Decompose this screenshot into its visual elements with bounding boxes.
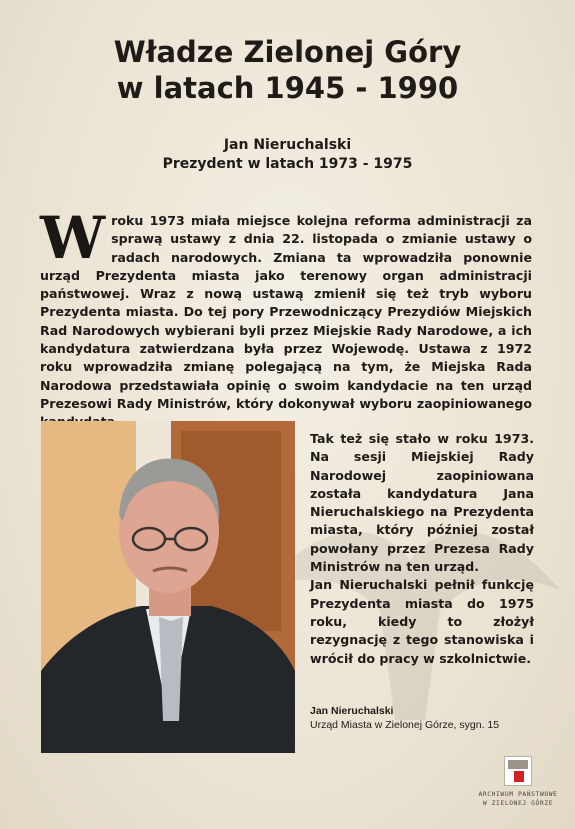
photo-caption bbox=[310, 704, 540, 732]
side-text bbox=[310, 430, 534, 668]
side-paragraph-1: Tak też się stało w roku 1973. Na sesji Miejskiej Rady Narodowej zaopiniowana została kandydatura Jana Nieruchalskiego na Prezydenta miasta, który później został powołany przez Prezesa Rady Ministrów na ten urząd. bbox=[310, 431, 534, 575]
person-heading bbox=[0, 136, 575, 174]
logo-red-block bbox=[514, 771, 524, 782]
intro-text: roku 1973 miała miejsce kolejna reforma administracji za sprawą ustawy z dnia 22. listopada o zmianie ustawy o radach narodowych. Zmiana ta wprowadziła ponownie urząd Prezydenta miasta jako terenowy organ administracji państwowej. Wraz z nową ustawą zmienił się też tryb wyboru Prezydenta miasta. Do tej pory Przewodniczący Prezydiów Miejskich Rad Narodowych wybierani byli przez Miejskie Rady Narodowe, a ich kandydatura zatwierdzana była przez Wojewodę. Ustawa z 1972 roku wprowadziła zmianę polegającą na tym, że Miejska Rada Narodowa przedstawiała opinię o swoim kandydacie na ten urząd Prezesowi Rady Ministrów, który dokonywał wyboru zaopiniowanego bbox=[40, 213, 532, 411]
caption-name: Jan Nieruchalski bbox=[310, 705, 394, 717]
side-paragraph-2: Jan Nieruchalski pełnił funkcję Prezydenta miasta do 1975 roku, kiedy to złożył rezygnację z tego stanowiska i wrócił do pracy w szkolnictwie. bbox=[310, 577, 534, 666]
logo-grey-block bbox=[508, 760, 528, 769]
portrait-illustration bbox=[41, 421, 295, 753]
person-name: Jan Nieruchalski bbox=[223, 137, 352, 153]
title-line-1: Władze Zielonej Góry bbox=[113, 35, 462, 69]
archive-logo-icon bbox=[504, 756, 532, 786]
portrait-photo bbox=[41, 421, 295, 753]
caption-source: Urząd Miasta w Zielonej Górze, sygn. 15 bbox=[310, 719, 500, 731]
archive-logo bbox=[470, 756, 566, 808]
logo-line-1: ARCHIWUM PAŃSTWOWE bbox=[478, 791, 558, 798]
title-line-2: w latach 1945 - 1990 bbox=[116, 71, 459, 105]
archive-logo-text bbox=[470, 790, 566, 808]
logo-line-2: W ZIELONEJ GÓRZE bbox=[482, 800, 554, 807]
person-role: Prezydent w latach 1973 - 1975 bbox=[162, 156, 413, 172]
page-title bbox=[0, 34, 575, 106]
intro-paragraph bbox=[40, 204, 532, 432]
drop-cap: W bbox=[40, 204, 106, 272]
